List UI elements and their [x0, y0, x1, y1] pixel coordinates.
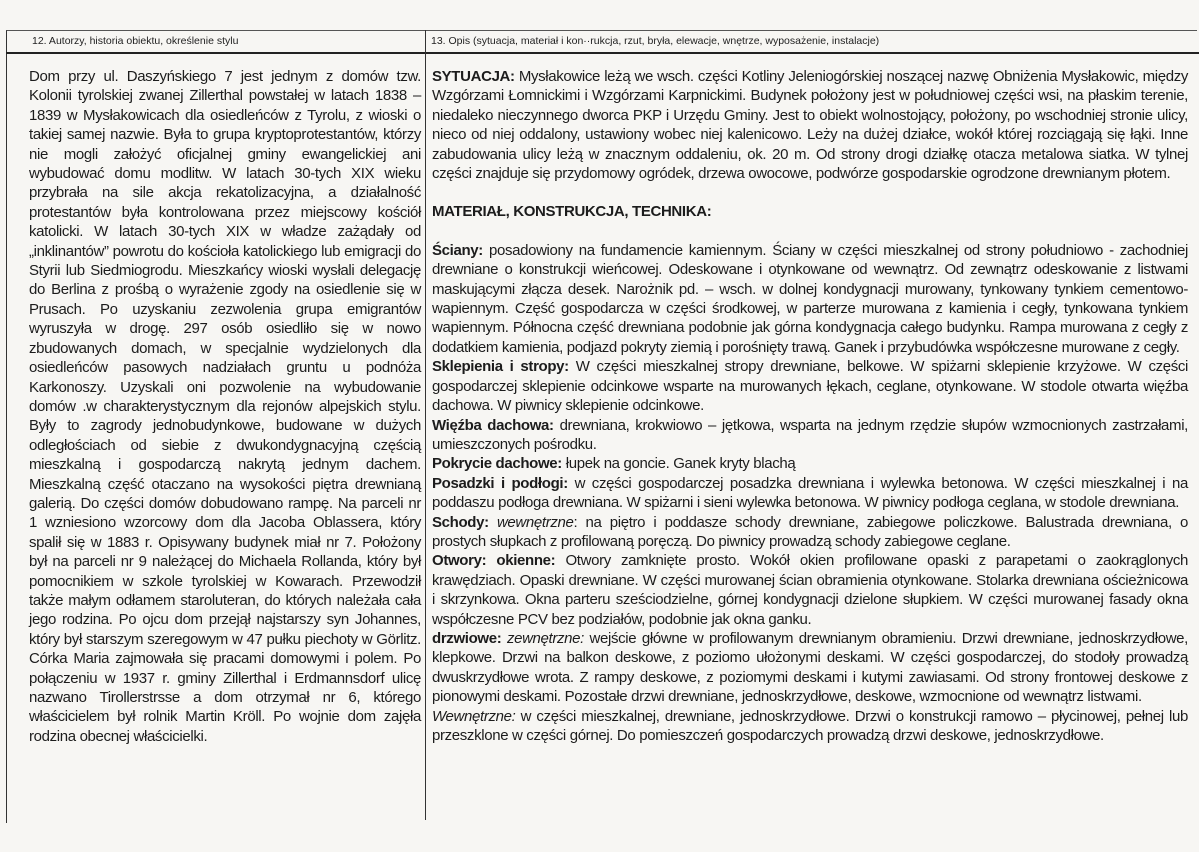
description-paragraph — [432, 629, 1188, 707]
description-paragraph — [432, 241, 1188, 357]
section-label: Schody: — [432, 513, 497, 531]
paragraph-text: Otwory zamknięte prosto. Wokół okien profilowane opaski z parapetami o zaokrąglonych krawędziach. Opaski drewniane. W części murowanej ścian obramienia otynkowane. Stolarka drewniana ościeżnicowa i skrzynkowa. Okna parteru sześciodzielne, górnej kondygnacji dzielone słupkiem. W części murowanej fasady okna współczesne PCV bez podziałów, podobnie jak okna ganku. — [432, 552, 1188, 628]
section-13-header: 13. Opis (sytuacja, materiał i kon··rukcja, rzut, bryła, elewacje, wnętrze, wyposażenie, instalacje) — [431, 35, 880, 47]
description-paragraph — [432, 707, 1188, 746]
paragraph-text: Mysłakowice leżą we wsch. części Kotliny Jeleniogórskiej noszącej nazwę Obniżenia Mysłakowic, między Wzgórzami Łomnickimi i Wzgórzami Karpnickimi. Budynek położony jest w południowej części wsi, na płaskim terenie, niedaleko nieczynnego dworca PKP i Urzędu Gminy. Jest to obiekt wolnostojący, położony, po wschodniej stronie ulicy, nieco od niej oddalony, ustawiony wobec niej kalenicowo. Leży na dużej działce, wokół której rozciągają się łąki. Inne zabudowania ulicy leżą w znacznym oddaleniu, ok. 20 m. Od strony drogi działkę otacza metalowa siatka. W tylnej części znajduje się przydomowy ogródek, drzewa owocowe, podwórze gospodarskie ogrodzone drewnianym płotem. — [432, 68, 1188, 183]
paragraph-text: : na piętro i poddasze schody drewniane, zabiegowe policzkowe. Balustrada drewniana, o prostych słupkach z profilowaną poręczą. Do piwnicy prowadzą schody zabiegowe ceglane. — [432, 513, 1188, 550]
description-text — [432, 67, 1188, 745]
column-divider — [425, 30, 426, 820]
section-label: Więźba dachowa: — [432, 416, 560, 434]
section-12-header: 12. Autorzy, historia obiektu, określenie stylu — [32, 35, 239, 47]
subsection-label: zewnętrzne: — [506, 629, 584, 647]
paragraph-text: drewniana, krokwiowo – jętkowa, wsparta na jednym rzędzie słupów wzmocnionych zastrzałami, umieszczonych pośrodku. — [432, 416, 1188, 453]
subsection-label: Wewnętrzne: — [432, 707, 516, 725]
history-text: Dom przy ul. Daszyńskiego 7 jest jednym z domów tzw. Kolonii tyrolskiej zwanej Zillerthal powstałej w latach 1838 – 1839 w Mysłakowicach dla osiedleńców z Tyrolu, z wioski o takiej samej nazwie. Była to grupa kryptoprotestantów, którzy nie mogli założyć oficjalnej gminy ewangelickiej ani wybudować domu modlitw. W latach 30-tych XIX wieku przybrała na sile akcja rekatolizacyjna, a działalność protestantów była kontrolowana przez miejscowy kościół katolicki. W latach 30-tych XIX w władze zażądały od „inklinantów” powrotu do kościoła katolickiego lub emigracji do Styrii lub Siedmiogrodu. Mieszkańcy wioski wysłali delegację do Berlina z prośbą o wyrażenie zgody na osiedlenie się w Prusach. Po uzyskaniu zezwolenia grupa emigrantów wyruszyła w drogę. 297 osób osiedliło się w nowo zbudowanych domach, w specjalnie wydzielonych dla osiedleńców pasowych nadziałach gruntu u podnóża Karkonoszy. Uzyskali oni pozwolenie na wybudowanie domów .w charakterystycznym dla rejonów alpejskich stylu. Były to zagrody jednobudynkowe, budowane w dużych odległościach od siebie z dwukondygnacyjną częścią mieszkalną i gospodarczą nakrytą jednym dachem. Mieszkalną część otaczano na wysokości piętra drewnianą galerią. Do części domów dobudowano rampę. Na parceli nr 1 wzniesiono wzorcowy dom dla Jacoba Oblassera, który spalił się w 1883 r. Opisywany budynek miał nr 7. Położony był na parceli nr 9 należącej do Michaela Rollanda, który był pomocnikiem w szkole tyrolskiej w Kowarach. Przewodził także małym odłamem staroluteran, do których należała cała jego rodzina. Po ojcu dom przejął najstarszy syn Johannes, który był starszym szeregowym w 47 pułku piechoty w Görlitz. Córka Maria zajmowała się pracami domowymi i polem. Po połączeniu w 1937 r. gminy Zillerthal i Erdmannsdorf ulicę nazwano Tirollerstrsse a dom otrzymał nr 6, którego właścicielem był rolnik Martin Kröll. Po wojnie dom zajęła rodzina obecnej właścicielki. — [29, 68, 421, 745]
paragraph-text: łupek na goncie. Ganek kryty blachą — [565, 455, 796, 473]
section-label: SYTUACJA: — [432, 68, 519, 85]
header-divider — [6, 52, 1199, 54]
section-label: Pokrycie dachowe: — [432, 455, 566, 473]
description-paragraph — [432, 551, 1188, 629]
paragraph-text: posadowiony na fundamencie kamiennym. Ściany w części mieszkalnej od strony południowo - zachodniej drewniane o konstrukcji wieńcowej. Odeskowane i otynkowane od wewnątrz. Od zewnątrz odeskowanie z listwami maskującymi złącza desek. Narożnik pd. – wsch. w dolnej kondygnacji murowany, tynkowany tynkiem cementowo- wapiennym. Część gospodarcza w części środkowej, w parterze murowana z kamienia i cegły, tynkowana tynkiem wapiennym. Północna część drewniana podobnie jak górna kondygnacja całego budynku. Rampa murowana z cegły z dodatkiem kamienia, podjazd pokryty ziemią i porośnięty trawą. Ganek i przybudówka współczesne murowane z cegły. — [432, 241, 1188, 356]
description-paragraph — [432, 202, 1188, 221]
section-label: drzwiowe: — [432, 629, 507, 647]
section-label: MATERIAŁ, KONSTRUKCJA, TECHNIKA: — [432, 203, 712, 221]
section-label: Sklepienia i stropy: — [432, 358, 576, 376]
paragraph-text: W części mieszkalnej stropy drewniane, belkowe. W spiżarni sklepienie krzyżowe. W części gospodarczej sklepienie odcinkowe wsparte na murowanych łękach, ceglane, otynkowane. W stodole otwarta więźba dachowa. W piwnicy sklepienie odcinkowe. — [432, 358, 1189, 415]
paragraph-text: w części mieszkalnej, drewniane, jednoskrzydłowe. Drzwi o konstrukcji ramowo – płycinowej, pełnej lub przeszklone w części górnej. Do pomieszczeń gospodarczych prowadzą drzwi deskowe, jednoskrzydłowe. — [432, 707, 1188, 744]
description-paragraph — [432, 454, 1188, 473]
description-paragraph — [432, 513, 1188, 552]
section-label: Otwory: okienne: — [432, 552, 566, 570]
description-paragraph — [432, 416, 1188, 455]
section-label: Posadzki i podłogi: — [432, 474, 575, 492]
section-label: Ściany: — [432, 241, 489, 259]
description-paragraph — [432, 67, 1188, 183]
paragraph-text: w części gospodarczej posadzka drewniana i wylewka betonowa. W części mieszkalnej i na poddaszu podłoga drewniana. W spiżarni i sieni wylewka betonowa. W piwnicy podłoga ceglana, w stodole drewniana. — [432, 474, 1189, 512]
paragraph-text: wejście główne w profilowanym drewnianym obramieniu. Drzwi drewniane, jednoskrzydłowe, klepkowe. Drzwi na balkon deskowe, z poziomo ułożonymi deskami. W części gospodarczej, do stodoły prowadzą dwuskrzydłowe wrota. Z rampy deskowe, z poziomymi deskami i kutymi zawiasami. Od strony frontowej deskowe z pionowymi deskami. Pozostałe drzwi drewniane, jednoskrzydłowe, deskowe, wzmocnione od wewnątrz listwami. — [432, 629, 1188, 706]
description-paragraph — [432, 357, 1188, 415]
subsection-label: wewnętrzne — [496, 513, 574, 531]
description-paragraph — [432, 474, 1188, 513]
